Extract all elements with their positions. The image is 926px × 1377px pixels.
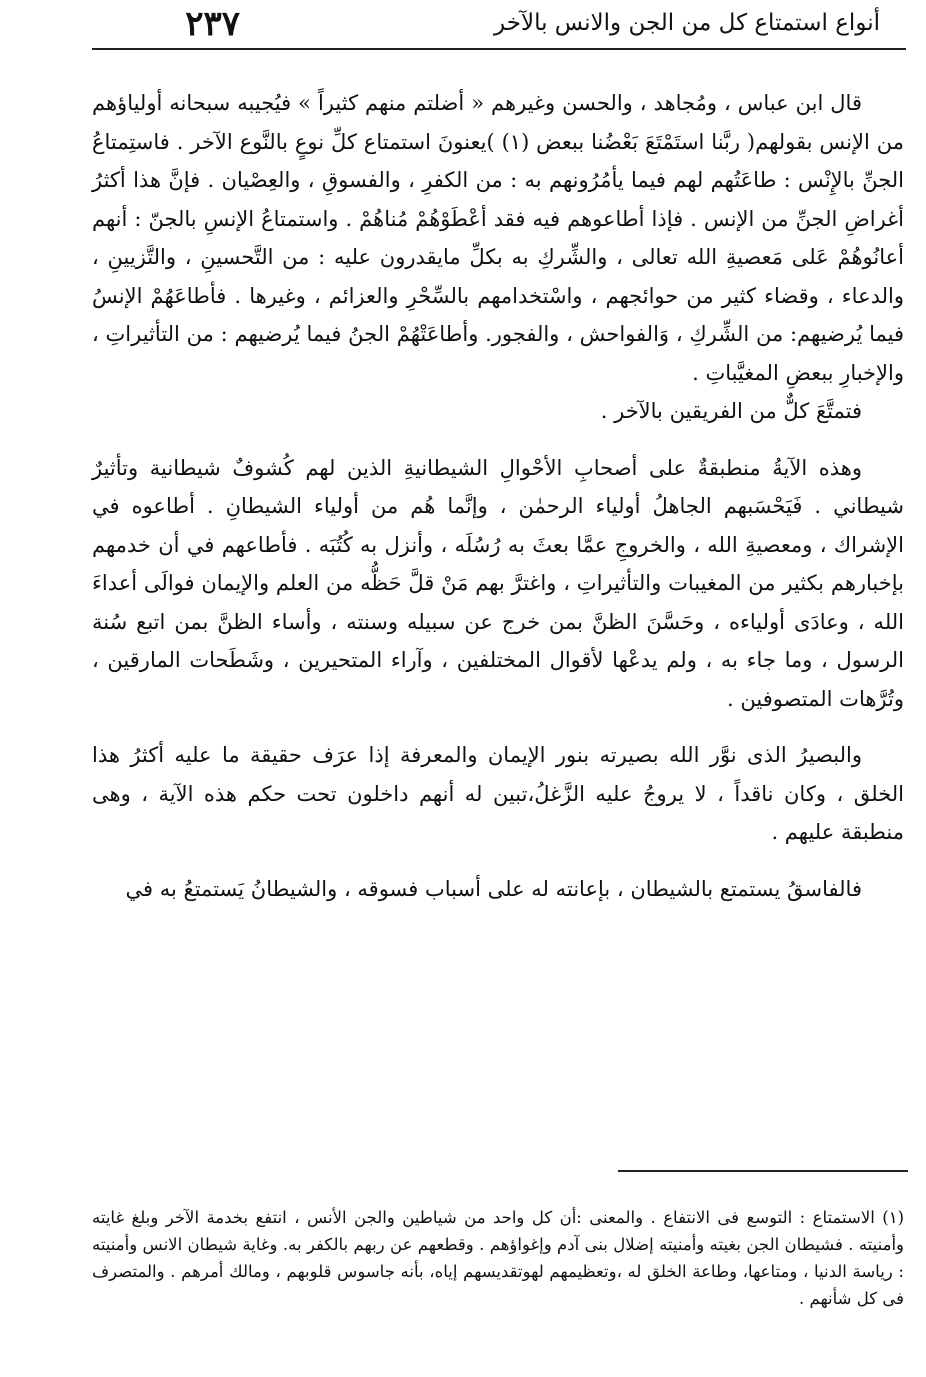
- paragraph-5: فالفاسقُ يستمتع بالشيطان ، بإعانته له على أسباب فسوقه ، والشيطانُ يَستمتعُ به في: [125, 876, 862, 901]
- running-title: أنواع استمتاع كل من الجن والانس بالآخر: [494, 10, 880, 36]
- page-number: ٢٣٧: [185, 4, 240, 44]
- footnote-text: (١) الاستمتاع : التوسع فى الانتفاع . والمعنى :أن كل واحد من شياطين والجن الأنس ، انتفع بخدمة الآخر وبلغ غايته وأمنيته . فشيطان الجن بغيته وأمنيته إضلال بنى آدم وإغواؤهم . وقطعهم عن ربهم بالكفر به. وغاية شيطان الانس وأمنيته : رياسة الدنيا ، ومتاعها، وطاعة الخلق له ،وتعظيمهم لهوتقديسهم إياه، بأنه جاسوس قلوبهم ، ومالك أمرهم . والمتصرف فى كل شأنهم .: [92, 1208, 904, 1308]
- paragraph-2: فتمتَّعَ كلٌّ من الفريقين بالآخر .: [600, 399, 862, 423]
- footnote-rule: [618, 1170, 908, 1172]
- paragraph-3: وهذه الآيةُ منطبقةٌ على أصحابِ الأحْوالِ الشيطانيةِ الذين لهم كُشوفٌ شيطانية وتأثيرٌ شيطاني . فَيَحْسَبهم الجاهلُ أولياء الرحمٰن ، وإنَّما هُم من أولياء الشيطانِ . أطاعوه في الإشراك ، ومعصيةِ الله ، والخروجِ عمَّا بعثَ به رُسُلَه ، وأنزل به كُتُبَه . فأطاعهم في أن خدمهم بإخبارهم بكثير من المغيبات والتأثيراتِ ، واغترَّ بهم مَنْ قلَّ حَظُّه من العلم والإيمان فوالَى أعداءَ الله ، وعادَى أولياءه ، وحَسَّنَ الظنَّ بمن خرج عن سبيله وسنته ، وأساء الظنَّ بمن اتبع سُنة الرسول ، وما جاء به ، ولم يدعْها لأقوال المختلفين ، وآراء المتحيرين ، وشَطَحات المارقين ، وتُرَّهات المتصوفين .: [92, 455, 904, 711]
- paragraph-4: والبصيرُ الذى نوَّر الله بصيرته بنور الإيمان والمعرفة إذا عرَف حقيقة ما عليه أكثرُ هذا الخلق ، وكان ناقداً ، لا يروجُ عليه الزَّغلُ،تبين له أنهم داخلون تحت حكم هذه الآية ، وهى منطبقة عليهم .: [92, 743, 904, 844]
- header-rule: [92, 48, 906, 50]
- footnote: [92, 1204, 904, 1312]
- paragraph-1: قال ابن عباس ، ومُجاهد ، والحسن وغيرهم « أضلتم منهم كثيراً » فيُجيبه سبحانه أولياؤهم من الإنس بقولهم( ربَّنا استَمْتَعَ بَعْضُنا ببعض (١) )يعنونَ استمتاع كلِّ نوعٍ بالنَّوع الآخر . فاستِمتاعُ الجنِّ بالإِنْس : طاعَتُهم لهم فيما يأمُرُونهم به : من الكفرِ ، والفسوقِ ، والعِصْيان . فإنَّ هذا أكثرُ أغراضِ الجنِّ من الإنس . فإذا أطاعوهم فيه فقد أعْطَوْهُمْ مُناهُمْ . واستمتاعُ الإنسِ بالجنّ : أنهم أعانُوهُمْ عَلى مَعصيةِ الله تعالى ، والشِّركِ به بكلِّ مايقدرون عليه : من التَّحسينِ ، والتَّزيينِ ، والدعاء ، وقضاء كثير من حوائجهم ، واسْتخدامهم بالسِّحْرِ والعزائم ، وغيرها . فأطاعَهُمْ الإنسُ فيما يُرضيهم: من الشِّركِ ، وَالفواحش ، والفجور. وأطاعَتْهُمْ الجنُ فيما يُرضيهم : من التأثيراتِ ، والإخبارِ ببعضِ المغيَّباتِ .: [92, 91, 904, 385]
- page-header: [92, 0, 910, 48]
- main-text: [92, 84, 904, 908]
